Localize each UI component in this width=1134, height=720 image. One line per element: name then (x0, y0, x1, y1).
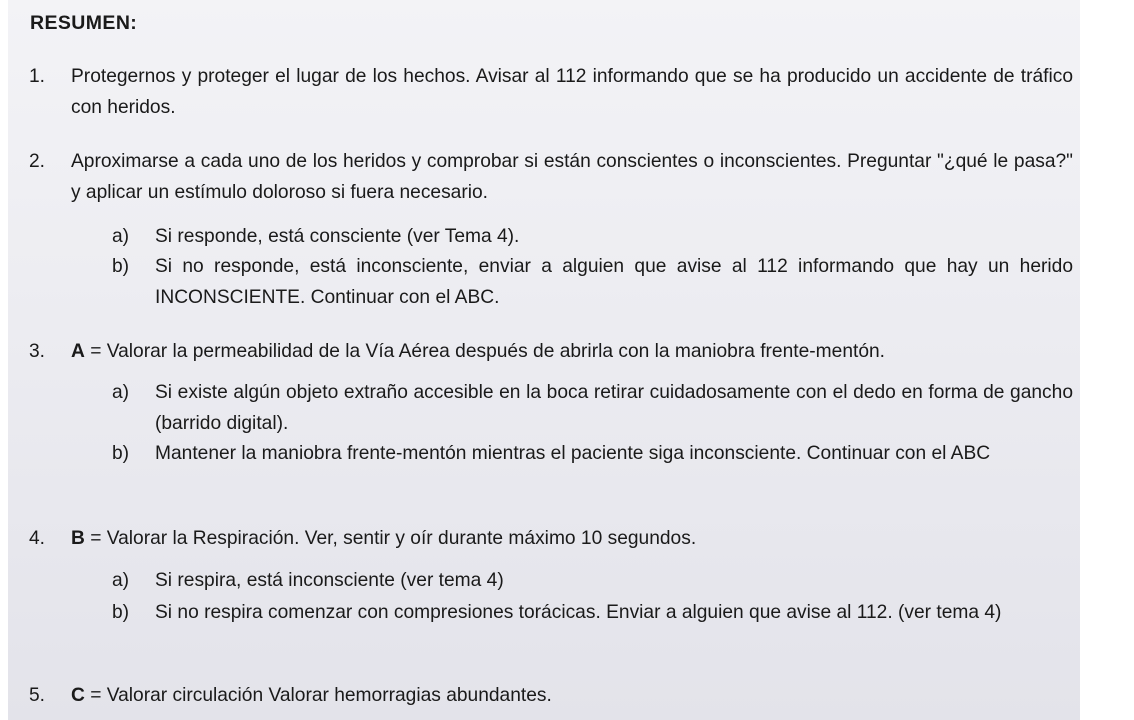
sub-item-text: Si no responde, está inconsciente, enviar a alguien que avise al 112 informando que hay un herido INCONSCIENTE. Continuar con el ABC. (155, 256, 1073, 308)
sub-item-text: Mantener la maniobra frente-mentón mientras el paciente siga inconsciente. Continuar con el ABC (155, 443, 991, 464)
list-item-2 (29, 146, 1073, 208)
item-lead-letter: B (71, 528, 85, 549)
sub-item-3b (112, 438, 1073, 469)
sub-item-4a (112, 565, 1073, 596)
page-title: RESUMEN: (30, 12, 138, 34)
item-lead-letter: C (71, 685, 85, 706)
sub-item-letter: a) (112, 226, 130, 247)
item-number: 5. (29, 685, 46, 706)
sub-item-text: Si no respira comenzar con compresiones torácicas. Enviar a alguien que avise al 112. (ver tema 4) (155, 602, 1002, 623)
sub-item-letter: b) (112, 256, 130, 277)
sub-item-text: Si responde, está consciente (ver Tema 4). (155, 226, 520, 247)
item-lead-letter: A (71, 341, 85, 362)
item-text: = Valorar la permeabilidad de la Vía Aérea después de abrirla con la maniobra frente-mentón. (84, 341, 885, 362)
item-text: Protegernos y proteger el lugar de los hechos. Avisar al 112 informando que se ha producido un accidente de tráfico con heridos. (71, 66, 1073, 118)
sub-item-letter: b) (112, 602, 130, 623)
item-text: = Valorar la Respiración. Ver, sentir y oír durante máximo 10 segundos. (84, 528, 697, 549)
item-number: 4. (29, 528, 46, 549)
item-text: Aproximarse a cada uno de los heridos y comprobar si están conscientes o inconscientes. Preguntar "¿qué le pasa?" y aplicar un estímulo doloroso si fuera necesario. (71, 151, 1073, 203)
sub-item-letter: b) (112, 443, 130, 464)
sub-item-2a (112, 221, 1073, 252)
sub-item-text: Si existe algún objeto extraño accesible en la boca retirar cuidadosamente con el dedo en forma de gancho (barrido digital). (155, 382, 1073, 434)
list-item-1 (29, 61, 1073, 123)
item-number: 1. (29, 66, 46, 87)
summary-panel (8, 0, 1080, 720)
list-item-5 (29, 680, 1073, 711)
item-number: 3. (29, 341, 46, 362)
sub-item-4b (112, 597, 1073, 628)
sub-item-3a (112, 377, 1073, 439)
sub-item-2b (112, 251, 1073, 313)
item-text: = Valorar circulación Valorar hemorragias abundantes. (84, 685, 552, 706)
list-item-3 (29, 336, 1073, 367)
sub-item-letter: a) (112, 382, 130, 403)
sub-item-text: Si respira, está inconsciente (ver tema 4) (155, 570, 504, 591)
list-item-4 (29, 523, 1073, 554)
item-number: 2. (29, 151, 46, 172)
sub-item-letter: a) (112, 570, 130, 591)
